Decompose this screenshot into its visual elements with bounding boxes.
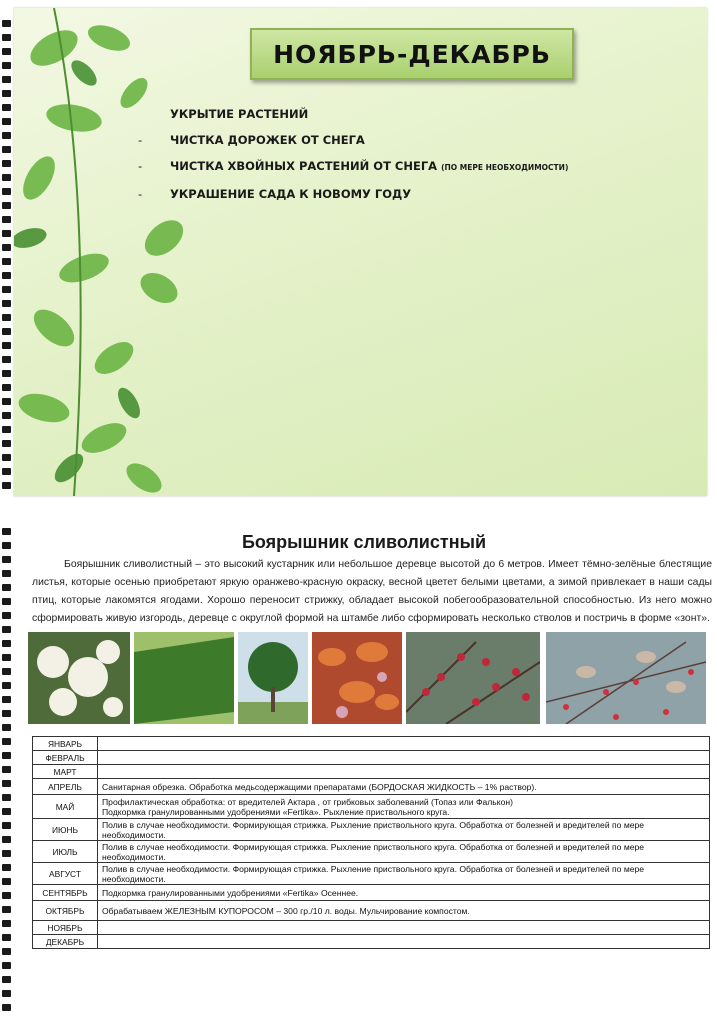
task-item: - ЧИСТКА ХВОЙНЫХ РАСТЕНИЙ ОТ СНЕГА (ПО МЕРЕ НЕОБХОДИМОСТИ) [138, 159, 569, 173]
binding-ring [2, 654, 11, 661]
month-cell: НОЯБРЬ [33, 921, 98, 935]
task-text: УКРЫТИЕ РАСТЕНИЙ [170, 107, 309, 121]
care-task-cell: Санитарная обрезка. Обработка медьсодержащими препаратами (БОРДОСКАЯ ЖИДКОСТЬ – 1% раствор). [98, 779, 710, 795]
month-cell: ДЕКАБРЬ [33, 935, 98, 949]
binding-ring [2, 556, 11, 563]
calendar-row [33, 795, 710, 819]
binding-ring [2, 118, 11, 125]
month-cell: ЯНВАРЬ [33, 737, 98, 751]
binding-ring [2, 426, 11, 433]
month-cell: МАРТ [33, 765, 98, 779]
calendar-row [33, 765, 710, 779]
care-calendar-table [32, 736, 710, 949]
month-cell: МАЙ [33, 795, 98, 819]
calendar-row [33, 921, 710, 935]
binding-ring [2, 104, 11, 111]
binding-ring [2, 724, 11, 731]
care-task-cell: Полив в случае необходимости. Формирующая стрижка. Рыхление приствольного круга. Обработка от болезней и вредителей по мере необходимости. [98, 863, 710, 885]
binding-ring [2, 598, 11, 605]
care-task-cell [98, 921, 710, 935]
binding-ring [2, 356, 11, 363]
calendar-row [33, 841, 710, 863]
binding-ring [2, 850, 11, 857]
binding-ring [2, 682, 11, 689]
binding-ring [2, 202, 11, 209]
month-cell: АПРЕЛЬ [33, 779, 98, 795]
binding-ring [2, 314, 11, 321]
page-title-banner [250, 28, 574, 80]
care-task-cell [98, 935, 710, 949]
standard-tree-photo [238, 632, 308, 724]
care-task-cell: Обрабатываем ЖЕЛЕЗНЫМ КУПОРОСОМ – 300 гр./10 л. воды. Мульчирование компостом. [98, 901, 710, 921]
binding-ring [2, 542, 11, 549]
care-task-cell: Полив в случае необходимости. Формирующая стрижка. Рыхление приствольного круга. Обработка от болезней и вредителей по мере необходимости. [98, 819, 710, 841]
binding-ring [2, 454, 11, 461]
care-task-cell [98, 737, 710, 751]
spiral-binding-top [2, 20, 12, 498]
binding-ring [2, 864, 11, 871]
binding-ring [2, 668, 11, 675]
binding-ring [2, 174, 11, 181]
november-december-page [14, 8, 707, 496]
binding-ring [2, 342, 11, 349]
binding-ring [2, 962, 11, 969]
task-text: ЧИСТКА ДОРОЖЕК ОТ СНЕГА [170, 133, 365, 147]
binding-ring [2, 1004, 11, 1011]
calendar-row [33, 885, 710, 901]
binding-ring [2, 398, 11, 405]
binding-ring [2, 230, 11, 237]
task-item: - ЧИСТКА ДОРОЖЕК ОТ СНЕГА [138, 133, 365, 147]
hedge-photo [134, 632, 234, 724]
binding-ring [2, 584, 11, 591]
plant-title: Боярышник сливолистный [241, 532, 487, 552]
flowers-photo [28, 632, 130, 724]
binding-ring [2, 794, 11, 801]
winter-garden-image [152, 320, 692, 492]
care-task-cell: Полив в случае необходимости. Формирующая стрижка. Рыхление приствольного круга. Обработка от болезней и вредителей по мере необходимости. [98, 841, 710, 863]
binding-ring [2, 328, 11, 335]
binding-ring [2, 300, 11, 307]
berries-photo [406, 632, 540, 724]
binding-ring [2, 216, 11, 223]
binding-ring [2, 370, 11, 377]
calendar-row [33, 819, 710, 841]
binding-ring [2, 696, 11, 703]
binding-ring [2, 640, 11, 647]
binding-ring [2, 822, 11, 829]
calendar-row [33, 935, 710, 949]
binding-ring [2, 440, 11, 447]
binding-ring [2, 906, 11, 913]
page-title: НОЯБРЬ-ДЕКАБРЬ [273, 39, 551, 69]
binding-ring [2, 146, 11, 153]
binding-ring [2, 976, 11, 983]
binding-ring [2, 738, 11, 745]
binding-ring [2, 160, 11, 167]
task-list [138, 106, 568, 212]
task-item [138, 106, 568, 122]
binding-ring [2, 272, 11, 279]
month-cell: ФЕВРАЛЬ [33, 751, 98, 765]
care-task-cell [98, 751, 710, 765]
task-note: (ПО МЕРЕ НЕОБХОДИМОСТИ) [441, 163, 569, 172]
task-text: УКРАШЕНИЕ САДА К НОВОМУ ГОДУ [170, 187, 412, 201]
binding-ring [2, 752, 11, 759]
waxwing-birds-photo [546, 632, 706, 724]
month-cell: ИЮНЬ [33, 819, 98, 841]
month-cell: СЕНТЯБРЬ [33, 885, 98, 901]
binding-ring [2, 20, 11, 27]
binding-ring [2, 990, 11, 997]
binding-ring [2, 570, 11, 577]
task-item: - УКРАШЕНИЕ САДА К НОВОМУ ГОДУ [138, 187, 412, 201]
binding-ring [2, 132, 11, 139]
month-cell: АВГУСТ [33, 863, 98, 885]
binding-ring [2, 286, 11, 293]
calendar-row [33, 863, 710, 885]
binding-ring [2, 612, 11, 619]
calendar-row [33, 751, 710, 765]
binding-ring [2, 90, 11, 97]
binding-ring [2, 482, 11, 489]
binding-ring [2, 188, 11, 195]
binding-ring [2, 528, 11, 535]
month-cell: ОКТЯБРЬ [33, 901, 98, 921]
binding-ring [2, 384, 11, 391]
calendar-row [33, 737, 710, 751]
binding-ring [2, 766, 11, 773]
month-cell: ИЮЛЬ [33, 841, 98, 863]
binding-ring [2, 34, 11, 41]
binding-ring [2, 412, 11, 419]
binding-ring [2, 258, 11, 265]
calendar-row [33, 779, 710, 795]
binding-ring [2, 244, 11, 251]
binding-ring [2, 626, 11, 633]
binding-ring [2, 934, 11, 941]
care-task-cell: Профилактическая обработка: от вредителей Актара , от грибковых заболеваний (Топаз или Фалькон) Подкормка гранулированными удобрениями «Fertika». Рыхление приствольного круга. [98, 795, 710, 819]
binding-ring [2, 920, 11, 927]
autumn-leaves-photo [312, 632, 402, 724]
binding-ring [2, 48, 11, 55]
binding-ring [2, 948, 11, 955]
binding-ring [2, 808, 11, 815]
binding-ring [2, 76, 11, 83]
calendar-row [33, 901, 710, 921]
spiral-binding-bottom [2, 528, 12, 1018]
binding-ring [2, 468, 11, 475]
binding-ring [2, 62, 11, 69]
plant-description: Боярышник сливолистный – это высокий кустарник или небольшое деревце высотой до 6 метров. Имеет тёмно-зелёные блестящие листья, которые осенью приобретают яркую оранжево-красную окраску, весной цветет белыми цветами, а зимой привлекает в наши сады птиц, которые лакомятся ягодами. Хорошо переносит стрижку, обладает высокой побегообразовательной способностью. Из него можно сформировать живую изгородь, деревце с округлой формой на штамбе либо сформировать несколько стволов и постричь в форме «зонт». [32, 559, 712, 624]
hawthorn-page [14, 520, 714, 1020]
binding-ring [2, 892, 11, 899]
care-task-cell: Подкормка гранулированными удобрениями «Fertika» Осеннее. [98, 885, 710, 901]
photo-strip [28, 632, 717, 724]
binding-ring [2, 710, 11, 717]
binding-ring [2, 836, 11, 843]
binding-ring [2, 780, 11, 787]
binding-ring [2, 878, 11, 885]
care-task-cell [98, 765, 710, 779]
task-text: ЧИСТКА ХВОЙНЫХ РАСТЕНИЙ ОТ СНЕГА [170, 159, 438, 173]
